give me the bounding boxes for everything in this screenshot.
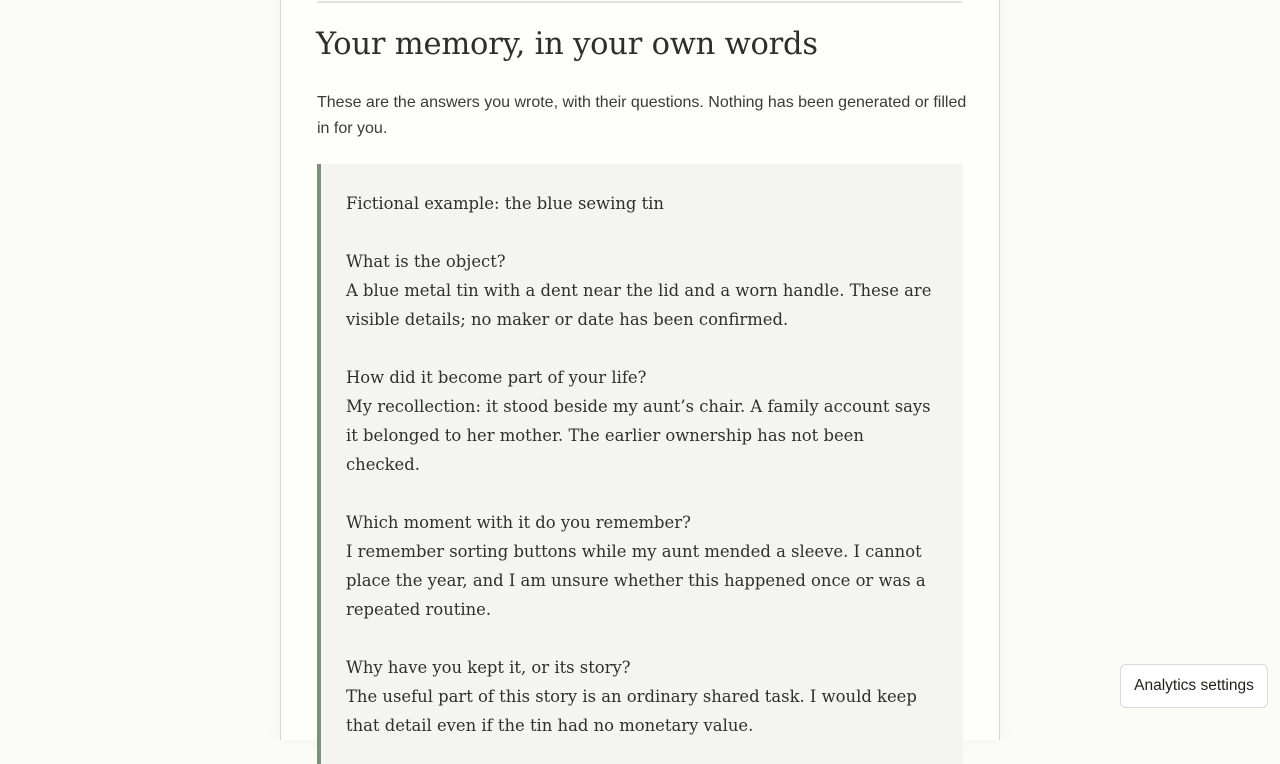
question-text: How did it become part of your life? [346, 368, 647, 387]
answer-text: I remember sorting buttons while my aunt mended a sleeve. I cannot place the year, and I am unsure whether this happened once or was a repeated routine. [346, 542, 926, 619]
answer-text: A blue metal tin with a dent near the lid and a worn handle. These are visible details; no maker or date has been confirmed. [346, 281, 932, 329]
qa-item [346, 653, 939, 740]
page-intro: These are the answers you wrote, with their questions. Nothing has been generated or filled in for you. [317, 94, 967, 137]
qa-item [346, 247, 939, 334]
question-text: Which moment with it do you remember? [346, 513, 691, 532]
qa-item [346, 363, 939, 479]
answers-block [317, 164, 963, 764]
page-title: Your memory, in your own words [316, 27, 818, 62]
question-text: What is the object? [346, 252, 506, 271]
divider [317, 1, 962, 3]
qa-item [346, 508, 939, 624]
answer-text: The useful part of this story is an ordinary shared task. I would keep that detail even if the tin had no monetary value. [346, 687, 917, 735]
analytics-settings-button[interactable]: Analytics settings [1120, 664, 1268, 708]
entry-title: Fictional example: the blue sewing tin [346, 194, 664, 213]
answer-text: My recollection: it stood beside my aunt’s chair. A family account says it belonged to her mother. The earlier ownership has not been checked. [346, 397, 931, 474]
question-text: Why have you kept it, or its story? [346, 658, 631, 677]
